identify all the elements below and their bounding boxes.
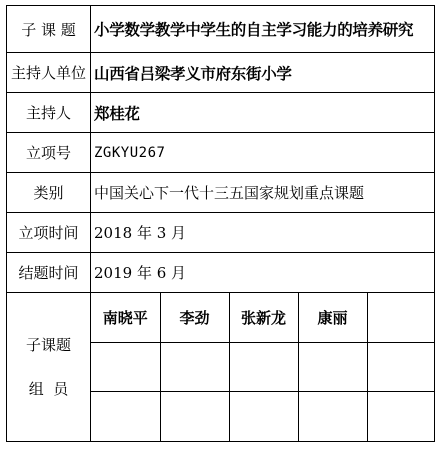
host-unit-label: 主持人单位: [7, 53, 91, 93]
completion-time-row: [7, 253, 435, 293]
host-unit-value: 山西省吕梁孝义市府东街小学: [91, 53, 435, 93]
project-number-label: 立项号: [7, 133, 91, 173]
member-name: 李劲: [160, 293, 229, 342]
member-empty-cell: [229, 392, 298, 441]
host-value: 郑桂花: [91, 93, 435, 133]
member-empty-cell: [367, 342, 435, 392]
member-empty-cell: [367, 392, 435, 441]
project-number-value: ZGKYU267: [91, 133, 435, 173]
member-empty-cell: [160, 342, 229, 392]
approval-time-row: [7, 213, 435, 253]
members-grid: [91, 293, 435, 441]
category-row: [7, 173, 435, 213]
members-grid-cell: [91, 293, 435, 442]
project-number-row: [7, 133, 435, 173]
category-value: 中国关心下一代十三五国家规划重点课题: [91, 173, 435, 213]
members-names-row: [91, 293, 435, 342]
approval-time-label: 立项时间: [7, 213, 91, 253]
member-empty-cell: [160, 392, 229, 441]
host-label: 主持人: [7, 93, 91, 133]
members-label-line1: 子课题: [25, 336, 71, 354]
member-name: 康丽: [298, 293, 367, 342]
project-info-table: [6, 5, 435, 442]
category-label: 类别: [7, 173, 91, 213]
members-row: [7, 293, 435, 442]
host-unit-row: [7, 53, 435, 93]
completion-time-label: 结题时间: [7, 253, 91, 293]
members-label-line2: 组 员: [28, 380, 69, 398]
member-empty-cell: [91, 392, 160, 441]
member-name: 张新龙: [229, 293, 298, 342]
members-label: [7, 293, 91, 442]
member-empty-cell: [229, 342, 298, 392]
member-empty-cell: [298, 342, 367, 392]
members-empty-row: [91, 392, 435, 441]
completion-time-value: 2019 年 6 月: [91, 253, 435, 293]
member-empty-cell: [367, 293, 435, 342]
member-empty-cell: [91, 342, 160, 392]
subtopic-row: [7, 6, 435, 53]
member-name: 南晓平: [91, 293, 160, 342]
members-empty-row: [91, 342, 435, 392]
host-row: [7, 93, 435, 133]
subtopic-label: 子 课 题: [7, 6, 91, 53]
member-empty-cell: [298, 392, 367, 441]
subtopic-value: 小学数学教学中学生的自主学习能力的培养研究: [91, 6, 435, 53]
approval-time-value: 2018 年 3 月: [91, 213, 435, 253]
